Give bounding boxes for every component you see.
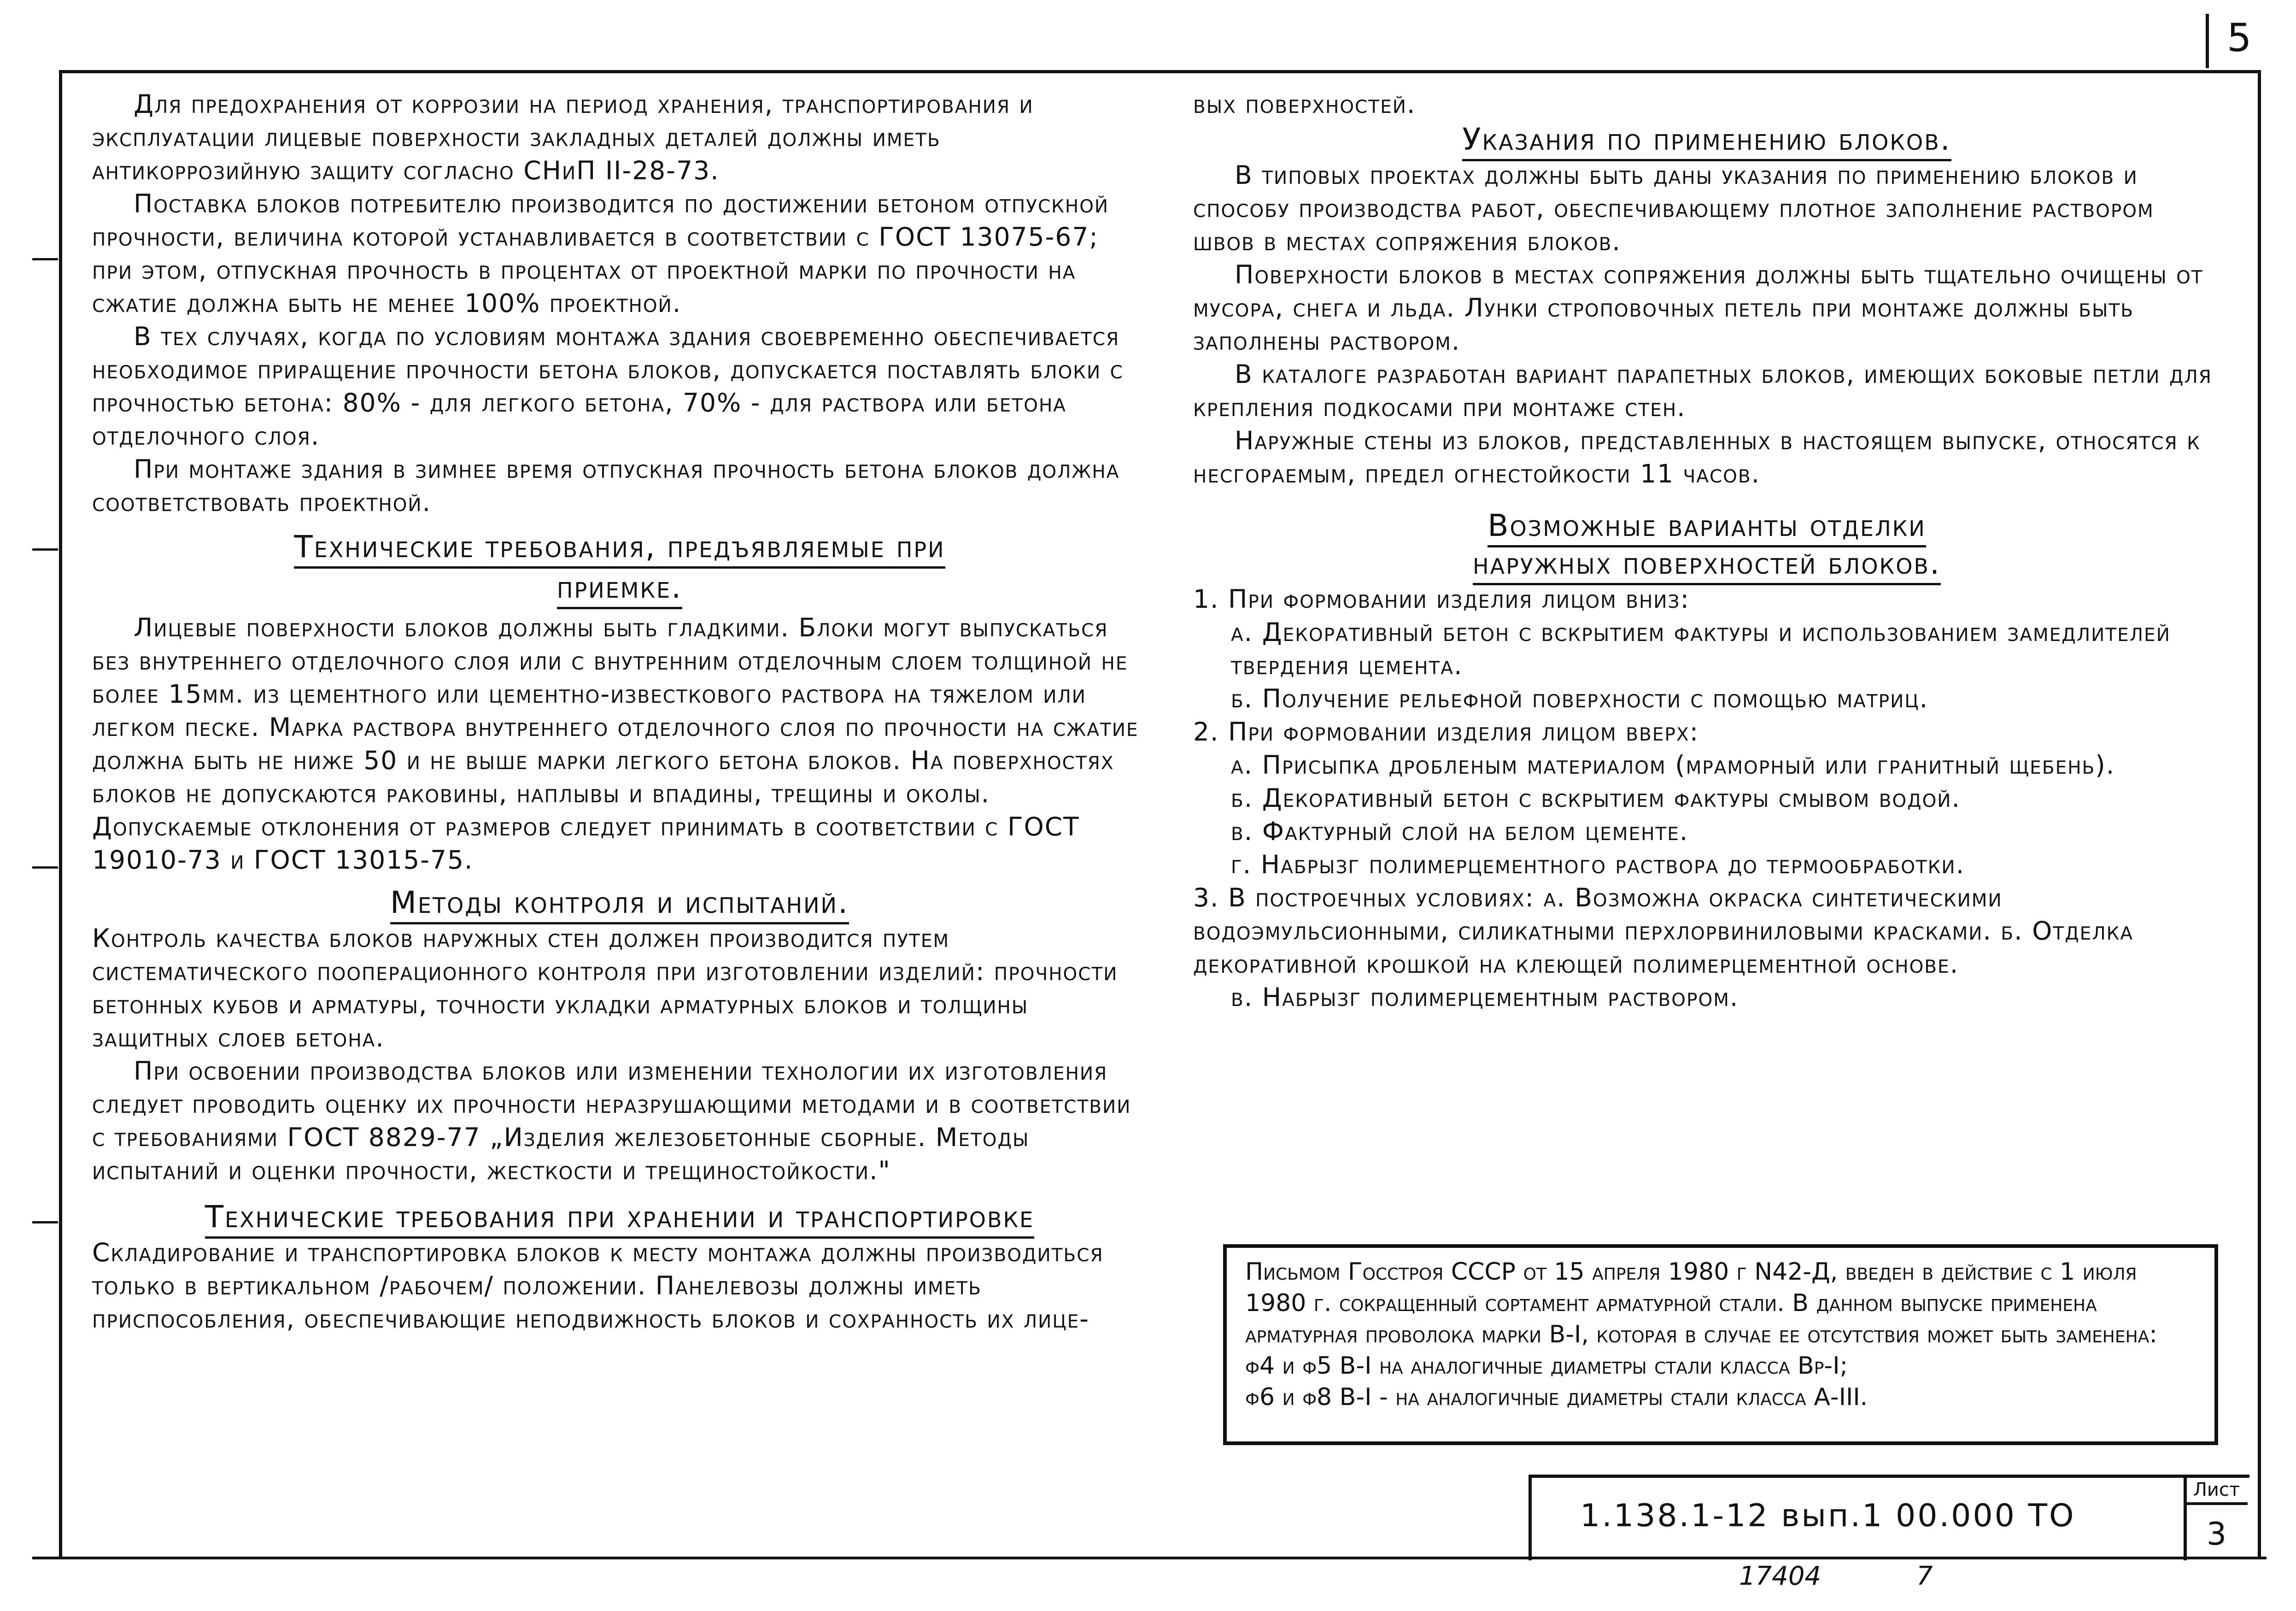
note-text: ф4 и ф5 В-I на аналогичные диаметры стали класса Вр-I;	[1245, 1352, 1848, 1380]
paragraph: В каталоге разработан вариант парапетных блоков, имеющих боковые петли для крепления подкосами при монтаже стен.	[1193, 359, 2212, 422]
note-text: ф6 и ф8 В-I - на аналогичные диаметры стали класса А-III.	[1245, 1383, 1868, 1411]
section-title-finishing-2	[1193, 545, 2220, 582]
list-item: 3. В построечных условиях: а. Возможна окраска синтетическими водоэмульсионными, силикатными перхлорвиниловыми красками. б. Отделка декоративной крошкой на клеющей полимерцементной основе.	[1193, 883, 2134, 979]
extra-number: 7	[1916, 1561, 1933, 1591]
section-title-control	[92, 884, 1147, 922]
binding-margin-mark	[32, 866, 58, 869]
section-title-line: Возможные варианты отделки	[1488, 508, 1926, 547]
section-title-finishing	[1193, 507, 2220, 545]
list-subitem: а. Присыпка дробленым материалом (мраморный или гранитный щебень).	[1231, 750, 2115, 780]
list-item: 1. При формовании изделия лицом вниз:	[1193, 584, 1690, 614]
paragraph: В тех случаях, когда по условиям монтажа здания своевременно обеспечивается необходимое приращение прочности бетона блоков, допускается поставлять блоки с прочностью бетона: 80% - для легкого бетона, 70% - для раствора или бетона отделочного слоя.	[92, 322, 1124, 451]
paragraph: Контроль качества блоков наружных стен должен производится путем систематического пооперационного контроля при изготовлении изделий: прочности бетонных кубов и арматуры, точности укладки арматурных блоков и толщины защитных слоев бетона.	[92, 923, 1118, 1052]
list-subitem: г. Набрызг полимерцементного раствора до термообработки.	[1231, 850, 1965, 879]
section-title-acceptance	[92, 528, 1147, 566]
list-item: 2. При формовании изделия лицом вверх:	[1193, 717, 1699, 747]
page-number: 5	[2227, 15, 2252, 60]
section-title-acceptance-2	[92, 569, 1147, 606]
list-subitem: в. Фактурный слой на белом цементе.	[1231, 817, 1689, 846]
list-subitem: а. Декоративный бетон с вскрытием фактуры и использованием замедлителей твердения цемента.	[1231, 617, 2171, 680]
section-title-line: Методы контроля и испытаний.	[390, 885, 849, 924]
paragraph: Наружные стены из блоков, представленных в настоящем выпуске, относятся к несгораемым, предел огнестойкости 11 часов.	[1193, 426, 2201, 488]
list-subitem: в. Набрызг полимерцементным раствором.	[1231, 982, 1739, 1012]
list-subitem: б. Декоративный бетон с вскрытием фактуры смывом водой.	[1231, 783, 1961, 813]
left-text-column	[92, 88, 1147, 1335]
section-title-storage	[92, 1198, 1147, 1236]
paragraph: Лицевые поверхности блоков должны быть гладкими. Блоки могут выпускаться без внутреннего отделочного слоя или с внутренним отделочным слоем толщиной не более 15мм. из цементного или цементно-известкового раствора на тяжелом или легком песке. Марка раствора внутреннего отделочного слоя по прочности на сжатие должна быть не ниже 50 и не выше марки легкого бетона блоков. На поверхностях блоков не допускаются раковины, наплывы и впадины, трещины и околы. Допускаемые отклонения от размеров следует принимать в соответствии с ГОСТ 19010-73 и ГОСТ 13015-75.	[92, 613, 1139, 875]
paragraph: Поверхности блоков в местах сопряжения должны быть тщательно очищены от мусора, снега и льда. Лунки строповочных петель при монтаже должны быть заполнены раствором.	[1193, 260, 2203, 356]
section-title-application	[1193, 121, 2220, 159]
binding-margin-mark	[32, 258, 58, 260]
paragraph: Поставка блоков потребителю производится по достижении бетоном отпускной прочности, величина которой устанавливается в соответствии с ГОСТ 13075-67; при этом, отпускная прочность в процентах от проектной марки по прочности на сжатие должна быть не менее 100% проектной.	[92, 189, 1109, 318]
section-title-line: Технические требования при хранении и транспортировке	[205, 1199, 1035, 1239]
paragraph: При монтаже здания в зимнее время отпускная прочность бетона блоков должна соответствовать проектной.	[92, 454, 1120, 517]
reinforcement-note-box	[1223, 1244, 2218, 1445]
inventory-number: 17404	[1739, 1561, 1822, 1591]
paragraph: При освоении производства блоков или изменении технологии их изготовления следует проводить оценку их прочности неразрушающими методами и в соответствии с требованиями ГОСТ 8829-77 „Изделия железобетонные сборные. Методы испытаний и оценки прочности, жесткости и трещиностойкости."	[92, 1056, 1131, 1185]
right-text-column	[1193, 88, 2220, 1014]
section-title-line: приемке.	[557, 570, 682, 609]
paragraph: В типовых проектах должны быть даны указания по применению блоков и способу производства работ, обеспечивающему плотное заполнение раствором швов в местах сопряжения блоков.	[1193, 160, 2154, 256]
section-title-line: Технические требования, предъявляемые при	[294, 529, 945, 569]
paragraph: вых поверхностей.	[1193, 89, 1416, 119]
list-subitem: б. Получение рельефной поверхности с помощью матриц.	[1231, 684, 1929, 713]
document-code: 1.138.1-12 вып.1 00.000 ТО	[1580, 1498, 2076, 1534]
sheet-label: Лист	[2185, 1479, 2248, 1505]
paragraph: Складирование и транспортировка блоков к месту монтажа должны производиться только в вертикальном /рабочем/ положении. Панелевозы должны иметь приспособления, обеспечивающие неподвижность блоков и сохранность их лице-	[92, 1238, 1104, 1334]
section-title-line: наружных поверхностей блоков.	[1473, 546, 1941, 585]
sheet-number: 3	[2206, 1516, 2227, 1552]
note-text: Письмом Госстроя СССР от 15 апреля 1980 г N42-Д, введен в действие с 1 июля 1980 г. сокращенный сортамент арматурной стали. В данном выпуске применена арматурная проволока марки В-I, которая в случае ее отсутствия может быть заменена:	[1245, 1258, 2157, 1348]
binding-margin-mark	[32, 1221, 58, 1223]
paragraph: Для предохранения от коррозии на период хранения, транспортирования и эксплуатации лицевые поверхности закладных деталей должны иметь антикоррозийную защиту согласно СНиП II-28-73.	[92, 89, 1034, 185]
binding-margin-mark	[32, 548, 58, 551]
section-title-line: Указания по применению блоков.	[1462, 122, 1951, 161]
